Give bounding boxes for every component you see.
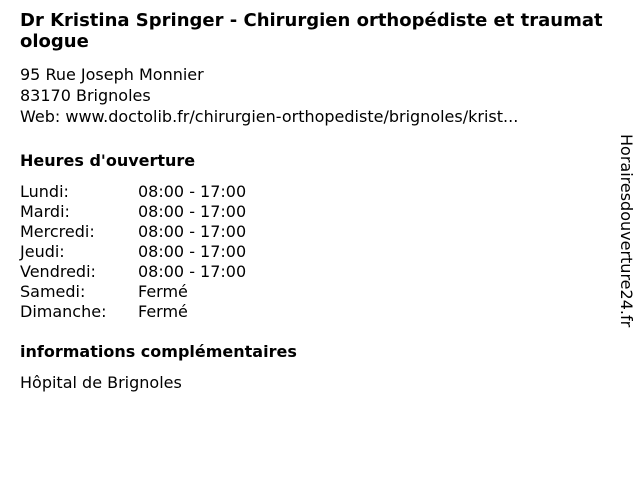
day-hours: 08:00 - 17:00 <box>138 182 247 201</box>
day-label: Dimanche: <box>20 302 107 321</box>
hours-table <box>20 182 610 322</box>
day-label: Samedi: <box>20 282 86 301</box>
website-link[interactable]: Web: www.doctolib.fr/chirurgien-orthopediste/brignoles/krist... <box>20 107 519 126</box>
hours-row-monday <box>20 182 610 202</box>
day-label: Mardi: <box>20 202 70 221</box>
listing-content <box>20 10 610 393</box>
hours-row-tuesday <box>20 202 610 222</box>
day-hours: 08:00 - 17:00 <box>138 262 247 281</box>
info-value: Hôpital de Brignoles <box>20 373 182 392</box>
day-hours: Fermé <box>138 282 188 301</box>
hours-row-wednesday <box>20 222 610 242</box>
day-hours: 08:00 - 17:00 <box>138 202 247 221</box>
address-city: 83170 Brignoles <box>20 86 151 105</box>
hours-row-saturday <box>20 282 610 302</box>
address-street: 95 Rue Joseph Monnier <box>20 65 204 84</box>
day-label: Lundi: <box>20 182 69 201</box>
hours-row-thursday <box>20 242 610 262</box>
hours-row-friday <box>20 262 610 282</box>
day-label: Vendredi: <box>20 262 96 281</box>
day-hours: 08:00 - 17:00 <box>138 222 247 241</box>
day-label: Jeudi: <box>20 242 65 261</box>
day-hours: 08:00 - 17:00 <box>138 242 247 261</box>
page-title: Dr Kristina Springer - Chirurgien orthopédiste et traumatologue <box>20 10 603 52</box>
day-label: Mercredi: <box>20 222 95 241</box>
site-watermark: Horairesdouverture24.fr <box>617 134 636 328</box>
hours-heading: Heures d'ouverture <box>20 151 196 170</box>
info-heading: informations complémentaires <box>20 342 297 361</box>
hours-row-sunday <box>20 302 610 322</box>
day-hours: Fermé <box>138 302 188 321</box>
address-block <box>20 64 610 127</box>
